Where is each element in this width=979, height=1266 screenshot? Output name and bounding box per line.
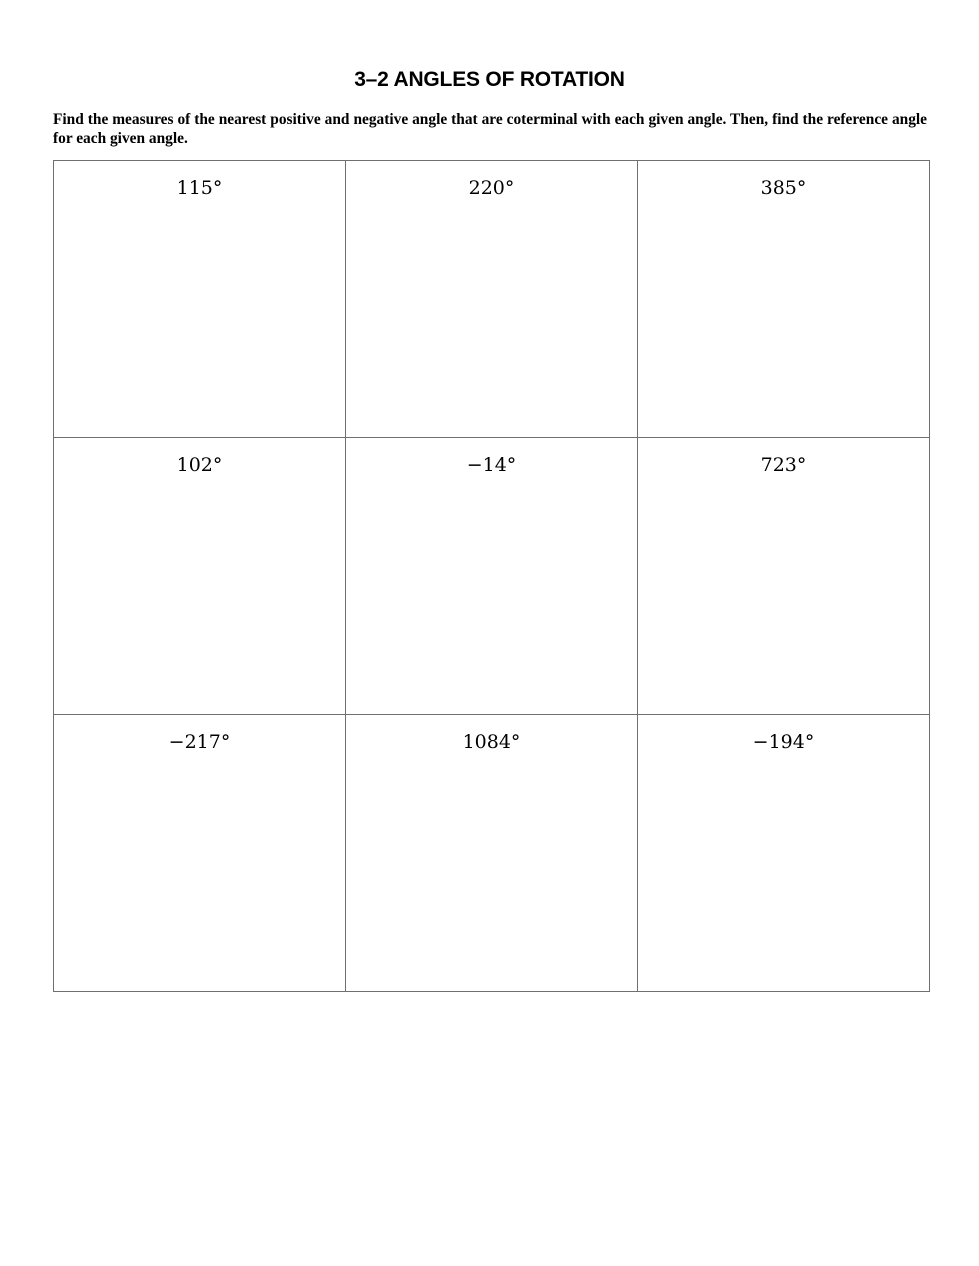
angle-value: 102° <box>176 454 223 476</box>
angle-value: 115° <box>176 177 223 199</box>
angle-value: −194° <box>752 731 815 753</box>
problem-row <box>54 438 930 715</box>
problem-cell <box>346 715 638 992</box>
problem-cell <box>346 438 638 715</box>
instructions-text: Find the measures of the nearest positive and negative angle that are coterminal with each given angle. Then, find the reference angle for each given angle. <box>53 111 927 147</box>
angle-value: −14° <box>466 454 517 476</box>
problem-cell <box>638 715 930 992</box>
worksheet-title: 3–2 ANGLES OF ROTATION <box>354 68 625 91</box>
angle-value: −217° <box>168 731 231 753</box>
problem-cell <box>54 161 346 438</box>
angle-value: 220° <box>468 177 515 199</box>
problem-cell <box>54 715 346 992</box>
angle-value: 385° <box>760 177 807 199</box>
problem-cell <box>638 161 930 438</box>
problem-row <box>54 715 930 992</box>
problem-row <box>54 161 930 438</box>
problem-cell <box>346 161 638 438</box>
problem-cell <box>638 438 930 715</box>
angle-value: 1084° <box>462 731 521 753</box>
angle-value: 723° <box>760 454 807 476</box>
problem-cell <box>54 438 346 715</box>
problem-grid <box>53 160 930 992</box>
